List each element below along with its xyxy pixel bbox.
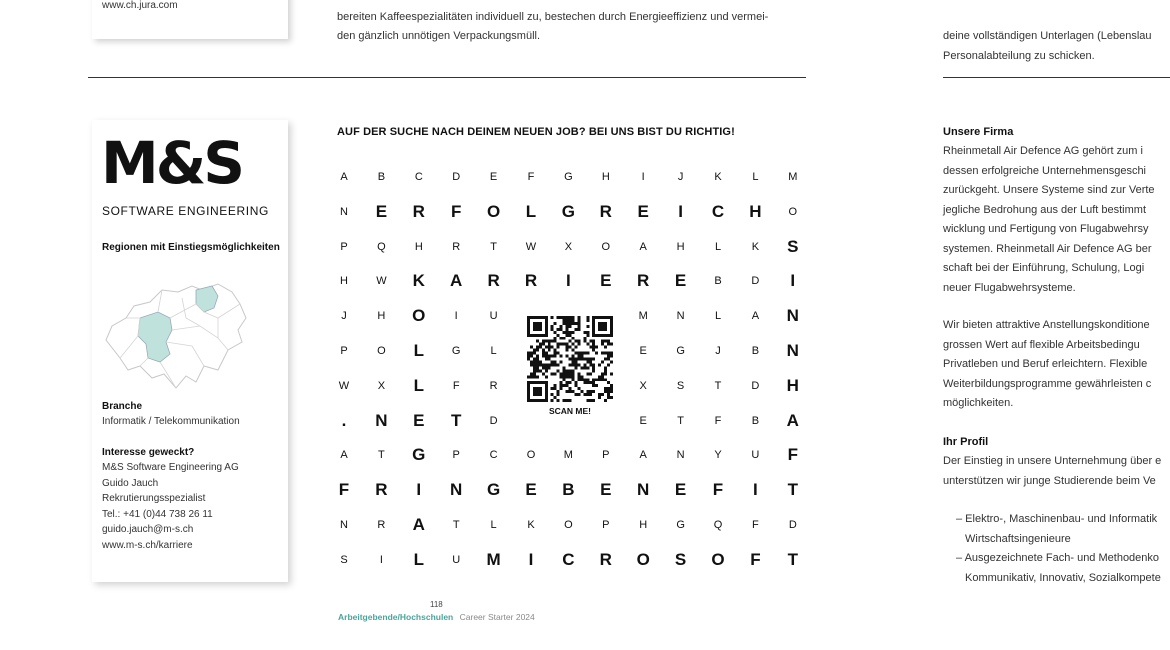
text-line: Personalabteilung zu schicken. — [943, 49, 1095, 62]
grid-letter: F — [712, 480, 724, 500]
grid-letter: N — [340, 519, 348, 531]
grid-letter: E — [674, 480, 687, 500]
grid-letter: U — [751, 449, 760, 462]
grid-letter: L — [714, 240, 722, 253]
grid-letter: D — [751, 379, 760, 392]
grid-letter: A — [639, 449, 647, 462]
grid-letter: I — [528, 549, 534, 569]
grid-letter: H — [414, 240, 423, 253]
grid-letter: I — [379, 553, 383, 566]
grid-letter: E — [637, 201, 649, 221]
grid-letter: B — [562, 480, 575, 500]
grid-letter: A — [639, 240, 647, 253]
grid-letter: N — [786, 306, 799, 326]
grid-letter: O — [564, 519, 573, 531]
grid-letter: F — [750, 549, 761, 569]
grid-letter: K — [714, 171, 722, 183]
grid-letter: D — [788, 519, 797, 531]
grid-letter: L — [413, 375, 424, 395]
text-line: jegliche Bedrohung aus der Luft bestimmt — [943, 203, 1147, 216]
text-line: Weiterbildungsprogramme gewährleisten c — [943, 377, 1152, 390]
grid-letter: N — [676, 449, 685, 462]
section-divider-right — [943, 77, 1170, 78]
grid-letter: T — [787, 549, 798, 569]
text-line: wicklung und Fertigung von Flugabwehrsy — [943, 223, 1149, 235]
grid-letter: U — [489, 310, 498, 323]
grid-letter: B — [751, 345, 760, 357]
contact-heading: Interesse geweckt? — [102, 447, 195, 458]
grid-letter: R — [487, 271, 500, 291]
grid-letter: S — [676, 379, 685, 392]
grid-letter: O — [377, 345, 386, 357]
profile-description — [943, 452, 1161, 491]
grid-letter: E — [413, 410, 425, 430]
offer-description — [943, 316, 1151, 414]
grid-letter: R — [599, 549, 612, 569]
contact-website[interactable]: www.m-s.ch/karriere — [102, 539, 193, 551]
grid-letter: T — [677, 414, 684, 427]
bullet-line: – Ausgezeichnete Fach- und Methodenko — [956, 552, 1160, 564]
text-line: bereiten Kaffeespezialitäten individuell zu, bestechen durch Energieeffizienz und vermei- — [337, 10, 769, 23]
grid-letter: B — [377, 171, 386, 183]
bullet-line: – Elektro-, Maschinenbau- und Informatik — [956, 513, 1158, 525]
grid-letter: O — [601, 240, 611, 253]
text-line: deine vollständigen Unterlagen (Lebenslau — [943, 30, 1152, 42]
grid-letter: K — [751, 240, 760, 253]
grid-letter: I — [641, 171, 645, 183]
grid-letter: I — [566, 271, 571, 291]
grid-letter: O — [636, 549, 650, 569]
grid-letter: E — [375, 201, 388, 221]
grid-letter: A — [751, 310, 760, 323]
grid-letter: A — [412, 515, 425, 534]
grid-letter: R — [489, 379, 498, 392]
grid-letter: S — [674, 549, 687, 569]
grid-letter: T — [378, 449, 385, 462]
grid-letter: R — [524, 271, 538, 291]
grid-letter: T — [452, 519, 460, 531]
grid-letter: K — [527, 519, 535, 531]
contact-block — [102, 460, 239, 553]
text-line: Rheinmetall Air Defence AG gehört zum i — [943, 145, 1143, 157]
grid-letter: P — [340, 345, 348, 357]
grid-letter: B — [751, 414, 760, 427]
grid-letter: E — [600, 271, 612, 291]
grid-letter: R — [452, 240, 461, 253]
grid-letter: G — [564, 171, 573, 183]
grid-letter: L — [413, 549, 424, 569]
grid-letter: C — [562, 549, 575, 569]
grid-letter: P — [602, 519, 610, 531]
regions-heading: Regionen mit Einstiegsmöglichkeiten — [102, 242, 280, 253]
grid-letter: H — [749, 201, 762, 221]
grid-letter: T — [450, 410, 462, 430]
profile-bullets — [956, 510, 1161, 588]
grid-letter: P — [452, 449, 460, 462]
grid-letter: . — [341, 410, 347, 430]
grid-letter: M — [638, 310, 648, 323]
grid-letter: D — [452, 171, 461, 183]
previous-company-url[interactable]: www.ch.jura.com — [102, 0, 178, 11]
contact-company: M&S Software Engineering AG — [102, 462, 239, 473]
grid-letter: G — [561, 201, 575, 221]
grid-letter: H — [786, 375, 799, 395]
grid-letter: O — [486, 201, 501, 221]
company-logo: M&S — [101, 129, 243, 197]
grid-letter: D — [489, 414, 498, 427]
text-line: den gänzlich unnötigen Verpackungsmüll. — [337, 30, 541, 42]
grid-letter: S — [787, 236, 799, 256]
grid-letter: J — [677, 171, 684, 183]
grid-letter: X — [564, 240, 573, 253]
grid-letter: N — [786, 341, 799, 360]
contact-phone[interactable]: Tel.: +41 (0)44 738 26 11 — [102, 508, 213, 520]
map-outline — [106, 284, 246, 388]
grid-letter: T — [714, 379, 722, 392]
grid-letter: F — [527, 171, 535, 183]
grid-letter: N — [375, 410, 388, 430]
grid-letter: N — [676, 310, 685, 323]
grid-letter: A — [786, 410, 799, 430]
grid-letter: F — [787, 445, 798, 465]
previous-right-text — [943, 0, 1170, 66]
profile-heading: Ihr Profil — [943, 436, 989, 448]
grid-letter: H — [676, 240, 685, 253]
grid-letter: I — [678, 201, 683, 221]
grid-letter: E — [639, 414, 647, 427]
grid-letter: N — [637, 480, 650, 500]
text-line: zurückgeht. Unsere Systeme sind zur Verte — [943, 184, 1155, 196]
text-line: dessen erfolgreiche Unternehmensgeschi — [943, 164, 1147, 177]
grid-letter: E — [600, 480, 612, 500]
grid-letter: D — [751, 275, 760, 288]
grid-letter: I — [416, 480, 422, 500]
bullet-line: Kommunikativ, Innovativ, Sozialkompete — [965, 571, 1161, 584]
grid-letter: H — [601, 171, 610, 183]
grid-letter: O — [412, 306, 426, 326]
grid-letter: U — [452, 553, 461, 566]
grid-letter: I — [753, 480, 758, 500]
grid-letter: L — [714, 310, 722, 323]
grid-letter: M — [486, 549, 501, 569]
grid-letter: L — [752, 171, 759, 183]
footer-section: Arbeitgebende/Hochschulen — [338, 612, 454, 622]
grid-letter: X — [377, 379, 386, 392]
grid-letter: W — [338, 379, 350, 392]
qr-code[interactable] — [527, 316, 613, 402]
contact-role: Rekrutierungsspezialist — [102, 493, 206, 504]
grid-letter: Y — [714, 449, 722, 462]
bullet-line: Wirtschaftsingenieure — [965, 532, 1071, 545]
grid-letter: K — [412, 271, 425, 291]
grid-letter: O — [526, 449, 536, 462]
grid-letter: O — [711, 549, 725, 569]
grid-letter: N — [340, 205, 348, 218]
grid-letter: E — [639, 345, 647, 357]
grid-letter: F — [752, 519, 759, 531]
contact-person: Guido Jauch — [102, 477, 159, 489]
grid-letter: R — [412, 201, 425, 221]
text-line: Der Einstieg in unsere Unternehmung über e — [943, 455, 1162, 467]
switzerland-map — [100, 278, 250, 393]
grid-letter: F — [450, 201, 462, 221]
section-divider — [88, 77, 806, 78]
text-line: systemen. Rheinmetall Air Defence AG ber — [943, 242, 1152, 255]
grid-letter: T — [787, 480, 798, 500]
firm-heading: Unsere Firma — [943, 126, 1014, 138]
grid-letter: J — [715, 345, 721, 357]
branche-value: Informatik / Telekommunikation — [102, 416, 240, 427]
contact-email[interactable]: guido.jauch@m-s.ch — [102, 524, 194, 535]
grid-letter: N — [450, 480, 463, 500]
grid-letter: G — [412, 445, 426, 465]
grid-letter: H — [377, 310, 386, 323]
grid-letter: M — [563, 449, 573, 462]
grid-letter: E — [525, 480, 537, 500]
text-line: neuer Flugabwehrsysteme. — [943, 281, 1076, 294]
grid-letter: A — [340, 449, 348, 462]
company-logo-subtitle: SOFTWARE ENGINEERING — [102, 204, 269, 218]
grid-letter: H — [639, 519, 648, 531]
grid-letter: E — [489, 171, 498, 183]
grid-letter: C — [414, 171, 423, 183]
grid-letter: O — [788, 205, 798, 218]
grid-letter: A — [340, 171, 348, 183]
previous-article-text — [337, 0, 768, 47]
text-line: grossen Wert auf flexible Arbeitsbedingu — [943, 338, 1140, 351]
grid-letter: P — [340, 240, 348, 253]
text-line: unterstützen wir junge Studierende beim Ve — [943, 474, 1156, 487]
puzzle-title: AUF DER SUCHE NACH DEINEM NEUEN JOB? BEI UNS BIST DU RICHTIG! — [337, 126, 735, 138]
text-line: möglichkeiten. — [943, 397, 1014, 409]
grid-letter: H — [340, 275, 348, 288]
grid-letter: L — [413, 341, 424, 360]
grid-letter: F — [338, 480, 350, 500]
grid-letter: C — [489, 449, 498, 462]
grid-letter: W — [376, 275, 387, 288]
qr-scan-label: SCAN ME! — [548, 406, 592, 416]
page-footer — [338, 612, 535, 622]
firm-description — [943, 142, 1155, 298]
grid-letter: Q — [377, 240, 386, 253]
grid-letter: I — [790, 271, 796, 291]
footer-publication: Career Starter 2024 — [459, 612, 535, 622]
page-number: 118 — [430, 600, 443, 609]
grid-letter: R — [637, 271, 650, 291]
grid-letter: R — [375, 480, 388, 500]
grid-letter: L — [490, 345, 497, 357]
grid-letter: I — [454, 310, 458, 323]
grid-letter: J — [341, 310, 347, 323]
text-line: Privatleben und Beruf erleichtern. Flexible — [943, 358, 1148, 370]
grid-letter: E — [674, 271, 687, 291]
grid-letter: C — [711, 201, 725, 221]
grid-letter: G — [676, 345, 685, 357]
grid-letter: A — [450, 271, 463, 291]
grid-letter: W — [525, 240, 537, 253]
grid-letter: P — [602, 449, 610, 462]
grid-letter: L — [525, 201, 537, 221]
grid-letter: X — [639, 379, 647, 392]
grid-letter: T — [490, 240, 497, 253]
grid-letter: G — [676, 519, 685, 531]
grid-letter: R — [377, 519, 386, 531]
grid-letter: F — [714, 414, 722, 427]
branche-heading: Branche — [102, 401, 143, 412]
text-line: schaft bei der Einführung, Schulung, Logi — [943, 262, 1145, 274]
text-line: Wir bieten attraktive Anstellungskonditione — [943, 319, 1150, 331]
grid-letter: B — [714, 275, 722, 288]
grid-letter: R — [599, 201, 612, 221]
grid-letter: S — [340, 553, 348, 566]
grid-letter: M — [788, 171, 798, 183]
grid-letter: G — [451, 345, 461, 357]
grid-letter: L — [490, 519, 497, 531]
grid-letter: F — [452, 379, 460, 392]
grid-letter: G — [486, 480, 501, 500]
grid-letter: Q — [713, 519, 723, 531]
